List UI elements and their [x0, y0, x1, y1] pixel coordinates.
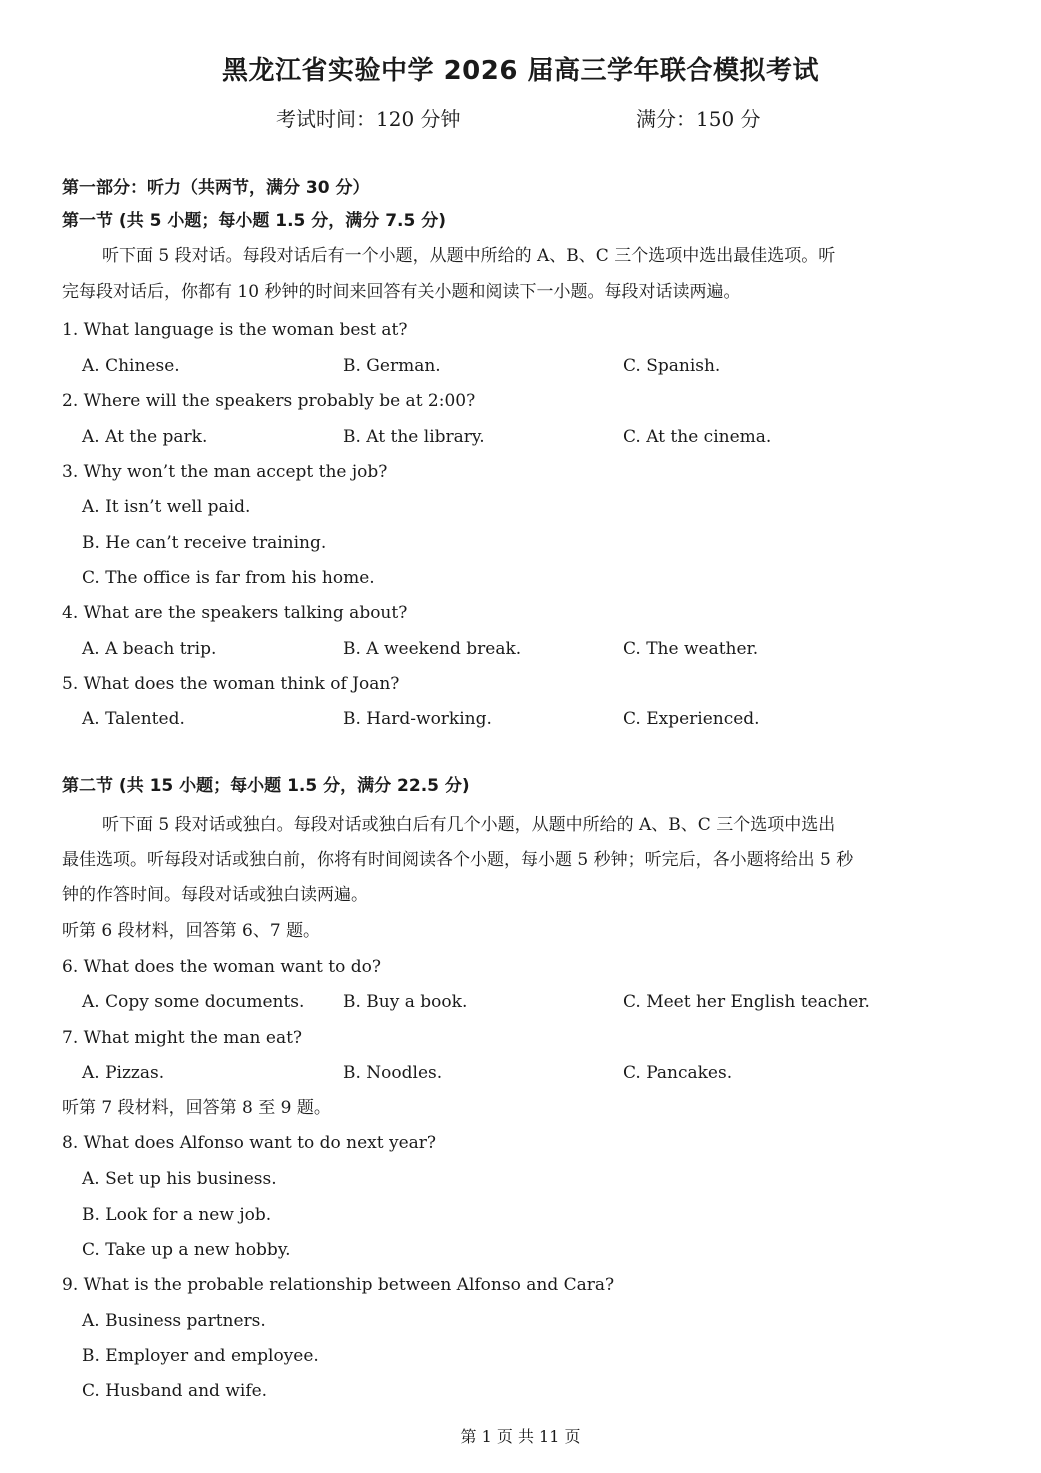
section2-instructions-line3: 钟的作答时间。每段对话或独白读两遍。: [62, 885, 368, 905]
question-7-option-c: C. Pancakes.: [623, 1063, 733, 1083]
question-4-option-a: A. A beach trip.: [82, 639, 217, 659]
question-8-option-b: B. Look for a new job.: [82, 1205, 272, 1225]
question-8-option-a: A. Set up his business.: [82, 1169, 277, 1189]
question-2-option-b: B. At the library.: [343, 427, 485, 447]
question-4-option-b: B. A weekend break.: [343, 639, 522, 659]
exam-title: 黑龙江省实验中学 2026 届高三学年联合模拟考试: [222, 56, 819, 86]
question-1-option-b: B. German.: [343, 356, 441, 376]
question-3-option-a: A. It isn’t well paid.: [82, 497, 251, 517]
question-1-option-c: C. Spanish.: [623, 356, 721, 376]
section1-heading: 第一节 (共 5 小题；每小题 1.5 分，满分 7.5 分): [62, 211, 447, 231]
question-3-option-c: C. The office is far from his home.: [82, 568, 375, 588]
question-6-option-a: A. Copy some documents.: [82, 992, 305, 1012]
section1-instructions-line1: 听下面 5 段对话。每段对话后有一个小题，从题中所给的 A、B、C 三个选项中选出最佳选项。听: [102, 246, 836, 266]
question-8: 8. What does Alfonso want to do next year?: [62, 1133, 437, 1153]
question-9-option-a: A. Business partners.: [82, 1311, 266, 1331]
question-2-option-a: A. At the park.: [82, 427, 208, 447]
question-6-option-c: C. Meet her English teacher.: [623, 992, 870, 1012]
question-7: 7. What might the man eat?: [62, 1028, 303, 1048]
question-5: 5. What does the woman think of Joan?: [62, 674, 400, 694]
question-8-option-c: C. Take up a new hobby.: [82, 1240, 291, 1260]
question-4: 4. What are the speakers talking about?: [62, 603, 408, 623]
question-4-option-c: C. The weather.: [623, 639, 759, 659]
question-2: 2. Where will the speakers probably be at 2:00?: [62, 391, 476, 411]
question-7-option-a: A. Pizzas.: [82, 1063, 165, 1083]
section2-heading: 第二节 (共 15 小题；每小题 1.5 分，满分 22.5 分): [62, 776, 470, 796]
question-1-option-a: A. Chinese.: [82, 356, 180, 376]
page-footer: 第 1 页 共 11 页: [460, 1427, 581, 1446]
part1-heading: 第一部分：听力（共两节，满分 30 分）: [62, 178, 370, 198]
question-5-option-b: B. Hard-working.: [343, 709, 492, 729]
material-7-instruction: 听第 7 段材料，回答第 8 至 9 题。: [62, 1098, 331, 1118]
section2-instructions-line1: 听下面 5 段对话或独白。每段对话或独白后有几个小题，从题中所给的 A、B、C 三个选项中选出: [102, 815, 836, 835]
question-9-option-c: C. Husband and wife.: [82, 1381, 268, 1401]
question-1: 1. What language is the woman best at?: [62, 320, 408, 340]
question-6: 6. What does the woman want to do?: [62, 957, 381, 977]
exam-score: 满分：150 分: [636, 107, 761, 131]
question-3-option-b: B. He can’t receive training.: [82, 533, 327, 553]
question-7-option-b: B. Noodles.: [343, 1063, 443, 1083]
question-9-option-b: B. Employer and employee.: [82, 1346, 319, 1366]
section1-instructions-line2: 完每段对话后，你都有 10 秒钟的时间来回答有关小题和阅读下一小题。每段对话读两遍。: [62, 282, 741, 302]
question-6-option-b: B. Buy a book.: [343, 992, 468, 1012]
question-9: 9. What is the probable relationship between Alfonso and Cara?: [62, 1275, 615, 1295]
section2-instructions-line2: 最佳选项。听每段对话或独白前，你将有时间阅读各个小题，每小题 5 秒钟；听完后，各小题将给出 5 秒: [62, 850, 854, 870]
question-2-option-c: C. At the cinema.: [623, 427, 772, 447]
question-5-option-c: C. Experienced.: [623, 709, 760, 729]
question-3: 3. Why won’t the man accept the job?: [62, 462, 388, 482]
exam-time: 考试时间：120 分钟: [276, 107, 461, 131]
question-5-option-a: A. Talented.: [82, 709, 185, 729]
material-6-instruction: 听第 6 段材料，回答第 6、7 题。: [62, 921, 321, 941]
